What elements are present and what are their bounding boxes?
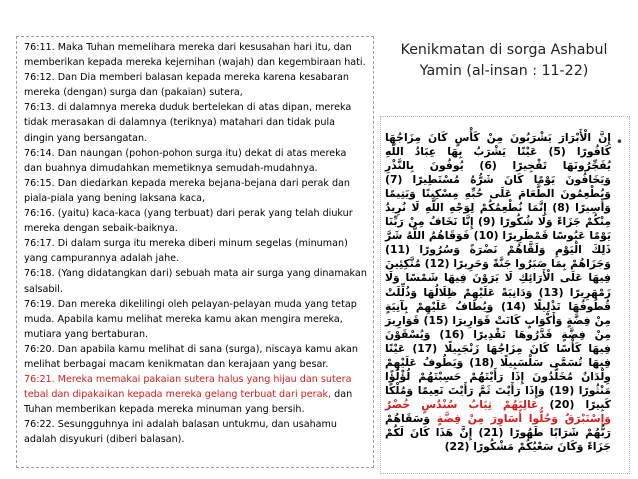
slide-title-line-1: Kenikmatan di sorga Ashabul: [400, 42, 608, 58]
translation-verse-11: 76:11. Maka Tuhan memelihara mereka dari kesusahan hari itu, dan memberikan kepada mereka kejernihan (wajah) dan kegembiraan hati.: [24, 42, 366, 69]
arabic-text-main: إِنَّ الْأَبْرَارَ يَشْرَبُونَ مِنْ كَأْسٍ كَانَ مِزَاجُهَا كَافُورًا (5) عَيْنًا يَشْرَبُ بِهَا عِبَادُ اللَّهِ يُفَجِّرُونَهَا تَفْجِيرًا (6) يُوفُونَ بِالنَّذْرِ وَيَخَافُونَ يَوْمًا كَانَ شَرُّهُ مُسْتَطِيرًا (7) وَيُطْعِمُونَ الطَّعَامَ عَلَى حُبِّهِ مِسْكِينًا وَيَتِيمًا وَأَسِيرًا (8) إِنَّمَا نُطْعِمُكُمْ لِوَجْهِ اللَّهِ لَا نُرِيدُ مِنْكُمْ جَزَاءً وَلَا شُكُورًا (9) إِنَّا نَخَافُ مِنْ رَبِّنَا يَوْمًا عَبُوسًا قَمْطَرِيرًا (10) فَوَقَاهُمُ اللَّهُ شَرَّ ذَلِكَ الْيَوْمِ وَلَقَّاهُمْ نَضْرَةً وَسُرُورًا (11) وَجَزَاهُمْ بِمَا صَبَرُوا جَنَّةً وَحَرِيرًا (12) مُتَّكِئِينَ فِيهَا عَلَى الْأَرَائِكِ لَا يَرَوْنَ فِيهَا شَمْسًا وَلَا زَمْهَرِيرًا (13) وَدَانِيَةً عَلَيْهِمْ ظِلَالُهَا وَذُلِّلَتْ قُطُوفُهَا تَذْلِيلًا (14) وَيُطَافُ عَلَيْهِمْ بِآنِيَةٍ مِنْ فِضَّةٍ وَأَكْوَابٍ كَانَتْ قَوَارِيرَا (15) قَوَارِيرَ مِنْ فِضَّةٍ قَدَّرُوهَا تَقْدِيرًا (16) وَيُسْقَوْنَ فِيهَا كَأْسًا كَانَ مِزَاجُهَا زَنْجَبِيلًا (17) عَيْنًا فِيهَا تُسَمَّى سَلْسَبِيلًا (18) وَيَطُوفُ عَلَيْهِمْ وِلْدَانٌ مُخَلَّدُونَ إِذَا رَأَيْتَهُمْ حَسِبْتَهُمْ لُؤْلُؤًا مَنْثُورًا (19) وَإِذَا رَأَيْتَ ثَمَّ رَأَيْتَ نَعِيمًا وَمُلْكًا كَبِيرًا (20): [385, 131, 612, 411]
translation-verse-19: 76:19. Dan mereka dikelilingi oleh pelayan-pelayan muda yang tetap muda. Apabila kamu melihat mereka kamu akan mengira mereka, mutiara yang bertaburan.: [24, 298, 357, 340]
translation-verse-21-rest: dan Tuhan memberikan kepada mereka minuman yang bersih.: [24, 389, 353, 416]
bullet-icon: •: [615, 135, 623, 149]
translation-verse-21: [24, 372, 367, 417]
translation-verse-12: 76:12. Dan Dia memberi balasan kepada mereka karena kesabaran mereka (dengan) surga dan (pakaian) sutera,: [24, 72, 349, 99]
arabic-text: [385, 131, 611, 454]
translation-verse-15: 76:15. Dan diedarkan kepada mereka bejana-bejana dari perak dan piala-piala yang bening laksana kaca,: [24, 177, 351, 204]
translation-verse-13: 76:13. di dalamnya mereka duduk bertelekan di atas dipan, mereka tidak merasakan di dalamnya (teriknya) matahari dan tidak pula dingin yang bersangatan.: [24, 102, 352, 144]
arabic-panel: [380, 116, 630, 474]
translation-verse-14: 76:14. Dan naungan (pohon-pohon surga itu) dekat di atas mereka dan buahnya dimudahkan memetiknya semudah-mudahnya.: [24, 147, 347, 174]
arabic-text-highlight: عَالِيَهُمْ ثِيَابُ سُنْدُسٍ خُضْرٌ وَإِسْتَبْرَقٌ وَحُلُّوا أَسَاوِرَ مِنْ فِضَّةٍ: [385, 397, 611, 425]
translation-verse-22: 76:22. Sesungguhnya ini adalah balasan untukmu, dan usahamu adalah disyukuri (diberi balasan).: [24, 419, 337, 446]
translation-verse-20: 76:20. Dan apabila kamu melihat di sana (surga), niscaya kamu akan melihat berbagai macam kenikmatan dan kerajaan yang besar.: [24, 343, 359, 370]
translation-panel: [16, 36, 374, 468]
translation-verse-21-highlight: 76:21. Mereka memakai pakaian sutera halus yang hijau dan sutera tebal dan dipakaikan kepada mereka gelang terbuat dari perak,: [24, 374, 352, 401]
translation-verse-18: 76:18. (Yang didatangkan dari) sebuah mata air surga yang dinamakan salsabil.: [24, 268, 367, 295]
arabic-text-end: وَسَقَاهُمْ رَبُّهُمْ شَرَابًا طَهُورًا (21) إِنَّ هَذَا كَانَ لَكُمْ جَزَاءً وَكَانَ سَعْيُكُمْ مَشْكُورًا (22): [385, 411, 611, 454]
translation-verse-17: 76:17. Di dalam surga itu mereka diberi minum segelas (minuman) yang campurannya adalah jahe.: [24, 238, 348, 265]
slide-title-line-2: Yamin (al-insan : 11-22): [419, 63, 589, 79]
translation-verse-16: 76:16. (yaitu) kaca-kaca (yang terbuat) dari perak yang telah diukur mereka dengan sebaik-baiknya.: [24, 208, 353, 235]
slide-title: [384, 40, 624, 82]
